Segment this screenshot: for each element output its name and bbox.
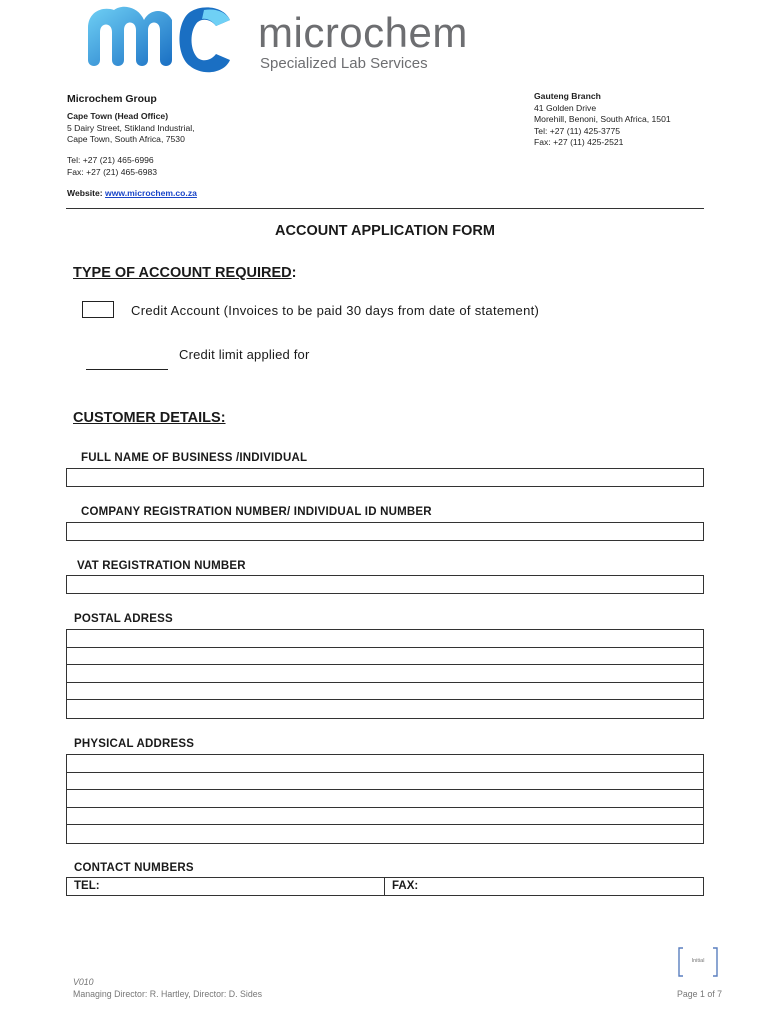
initial-label: Initial (691, 958, 705, 964)
credit-account-label: Credit Account (Invoices to be paid 30 days from date of statement) (131, 303, 540, 318)
head-office-tel: Tel: +27 (21) 465-6996 (67, 155, 154, 165)
fax-field[interactable] (385, 878, 703, 895)
account-type-heading-colon: : (291, 265, 297, 281)
contact-numbers-label: CONTACT NUMBERS (74, 862, 194, 874)
postal-address-line[interactable] (67, 630, 703, 648)
customer-details-heading: CUSTOMER DETAILS: (73, 410, 226, 426)
postal-address-line[interactable] (67, 700, 703, 718)
form-title: ACCOUNT APPLICATION FORM (275, 223, 495, 239)
brand-name: microchem (258, 9, 468, 56)
postal-address-line[interactable] (67, 665, 703, 683)
head-office-contact (67, 155, 157, 178)
physical-address-line[interactable] (67, 808, 703, 826)
postal-address-label: POSTAL ADRESS (74, 613, 173, 625)
registration-field[interactable] (66, 522, 704, 541)
postal-address-field[interactable] (66, 629, 704, 719)
head-office-line2: Cape Town, South Africa, 7530 (67, 134, 185, 145)
full-name-field[interactable] (66, 468, 704, 487)
physical-address-line[interactable] (67, 773, 703, 791)
vat-label: VAT REGISTRATION NUMBER (77, 560, 246, 572)
branch-line1: 41 Golden Drive (534, 102, 597, 113)
physical-address-line[interactable] (67, 755, 703, 773)
vat-field[interactable] (66, 575, 704, 594)
brand-tagline: Specialized Lab Services (260, 55, 428, 72)
fax-label: FAX: (392, 880, 419, 892)
credit-limit-label: Credit limit applied for (179, 347, 310, 362)
tel-label: TEL: (74, 880, 100, 892)
microchem-logo-mark (84, 2, 234, 78)
gauteng-branch-address (534, 91, 671, 149)
physical-address-line[interactable] (67, 790, 703, 808)
branch-tel: Tel: +27 (11) 425-3775 (534, 125, 621, 136)
head-office-line1: 5 Dairy Street, Stikland Industrial, (67, 122, 195, 133)
group-name: Microchem Group (67, 93, 157, 105)
credit-limit-input[interactable] (86, 369, 168, 370)
header-divider (66, 208, 704, 209)
credit-account-checkbox[interactable] (82, 301, 114, 318)
head-office-fax: Fax: +27 (21) 465-6983 (67, 166, 158, 177)
website-label: Website: (67, 188, 103, 198)
contact-numbers-row (66, 877, 704, 896)
registration-label: COMPANY REGISTRATION NUMBER/ INDIVIDUAL ID NUMBER (81, 506, 432, 518)
website-link[interactable]: www.microchem.co.za (105, 188, 197, 198)
account-type-heading (73, 265, 296, 281)
website-line (67, 188, 197, 198)
postal-address-line[interactable] (67, 683, 703, 701)
physical-address-line[interactable] (67, 825, 703, 843)
branch-fax: Fax: +27 (11) 425-2521 (534, 137, 624, 148)
postal-address-line[interactable] (67, 648, 703, 666)
full-name-label: FULL NAME OF BUSINESS /INDIVIDUAL (81, 452, 308, 464)
branch-line2: Morehill, Benoni, South Africa, 1501 (534, 114, 671, 125)
directors-text: Managing Director: R. Hartley, Director: D. Sides (73, 989, 263, 999)
physical-address-field[interactable] (66, 754, 704, 844)
physical-address-label: PHYSICAL ADDRESS (74, 738, 195, 750)
account-type-heading-text: TYPE OF ACCOUNT REQUIRED (73, 265, 292, 281)
page-number: Page 1 of 7 (677, 989, 722, 999)
version-label: V010 (73, 977, 94, 987)
head-office-title: Cape Town (Head Office) (67, 111, 169, 121)
branch-title: Gauteng Branch (534, 91, 601, 101)
head-office-address (67, 111, 195, 146)
tel-field[interactable] (67, 878, 385, 895)
